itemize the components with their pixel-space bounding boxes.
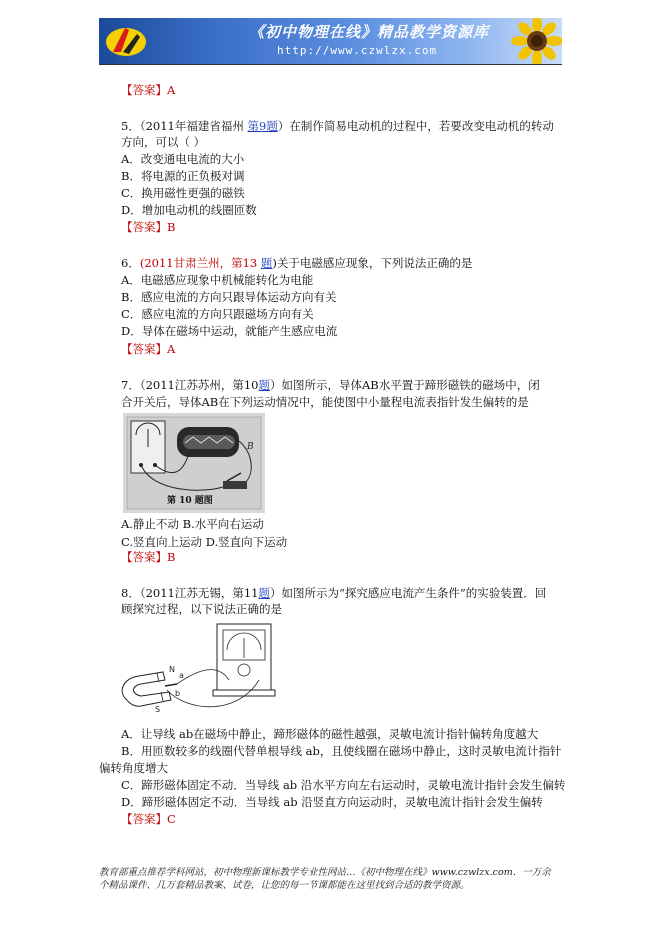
header-banner — [99, 18, 562, 64]
q5-option-b: B．将电源的正负极对调 — [121, 169, 245, 183]
q7-options-row-1: A.静止不动 B.水平向右运动 — [121, 517, 264, 531]
q5-stem-line-2: 方向，可以（ ） — [121, 135, 206, 149]
q5-answer: 【答案】B — [121, 220, 176, 234]
header-url: http://www.czwlzx.com — [277, 44, 438, 57]
q8-option-c: C．蹄形磁体固定不动．当导线 ab 沿水平方向左右运动时，灵敏电流计指针会发生偏转 — [121, 778, 566, 792]
q6-source-link[interactable]: 题 — [260, 256, 273, 270]
galvanometer-icon — [213, 624, 275, 696]
q7-answer: 【答案】B — [121, 550, 176, 564]
switch-icon — [223, 481, 247, 489]
q6-answer: 【答案】A — [121, 342, 176, 356]
q7-number: 7． — [121, 378, 140, 392]
q8-stem-line-2: 顾探究过程，以下说法正确的是 — [121, 602, 282, 616]
q7-source-link[interactable]: 题 — [258, 378, 270, 392]
q7-source: （2011江苏苏州，第10 — [139, 378, 259, 392]
q6-stem-1: )关于电磁感应现象，下列说法正确的是 — [272, 256, 473, 270]
q5-number: 5． — [121, 119, 140, 133]
q5-option-a: A．改变通电电流的大小 — [121, 152, 245, 166]
q8-label-n: N — [169, 665, 175, 674]
q7-stem-line-1 — [121, 378, 540, 393]
header-title: 《初中物理在线》精品教学资源库 — [249, 23, 490, 41]
q5-option-c: C．换用磁性更强的磁铁 — [121, 186, 245, 200]
q4-answer: 【答案】A — [121, 83, 176, 97]
q7-stem-1: ）如图所示，导体AB水平置于蹄形磁铁的磁场中，闭 — [269, 378, 540, 392]
q8-stem-line-1 — [121, 586, 546, 601]
header-rule — [99, 64, 562, 65]
q8-option-d: D．蹄形磁体固定不动．当导线 ab 沿竖直方向运动时，灵敏电流计指针会发生偏转 — [121, 795, 543, 809]
q7-figure-caption: 第 10 题图 — [167, 496, 213, 506]
q8-stem-1: ）如图所示为“探究感应电流产生条件”的实验装置．回 — [269, 586, 547, 600]
q8-label-a: a — [179, 671, 184, 680]
q8-source: （2011江苏无锡，第11 — [139, 586, 259, 600]
q8-label-s: S — [155, 705, 161, 714]
site-logo-icon — [103, 22, 149, 60]
q8-option-b-cont: 偏转角度增大 — [99, 761, 168, 775]
q7-figure — [123, 413, 265, 513]
horseshoe-magnet-icon — [122, 672, 171, 706]
q5-option-d: D．增加电动机的线圈匝数 — [121, 203, 257, 217]
q8-number: 8． — [121, 586, 140, 600]
q5-stem-line-1 — [121, 119, 554, 134]
q8-label-b: b — [175, 689, 181, 698]
q8-figure — [117, 620, 277, 720]
q7-options-row-2: C.竖直向上运动 D.竖直向下运动 — [121, 535, 288, 549]
q5-source-link[interactable]: 第9题 — [247, 119, 278, 133]
q5-source: （2011年福建省福州 — [139, 119, 248, 133]
q6-option-d: D．导体在磁场中运动，就能产生感应电流 — [121, 324, 338, 338]
q7-stem-line-2: 合开关后，导体AB在下列运动情况中，能使图中小量程电流表指针发生偏转的是 — [121, 395, 529, 409]
footer-line-2: 个精品课件、几万套精品教案、试卷，让您的每一节课都能在这里找到合适的教学资源。 — [99, 880, 470, 891]
sunflower-icon — [507, 18, 562, 64]
q6-option-c: C．感应电流的方向只跟磁场方向有关 — [121, 307, 314, 321]
footer-line-1: 教育部重点推荐学科网站，初中物理新课标教学专业性网站…《初中物理在线》www.czwlzx.com．一万余 — [99, 867, 551, 878]
q8-source-link[interactable]: 题 — [258, 586, 270, 600]
q6-stem-line-1 — [121, 256, 472, 271]
q8-option-a: A．让导线 ab在磁场中静止，蹄形磁体的磁性越强，灵敏电流计指针偏转角度越大 — [121, 727, 539, 741]
q8-option-b: B．用匝数较多的线圈代替单根导线 ab，且使线圈在磁场中静止，这时灵敏电流计指针 — [121, 744, 562, 758]
q6-source: (2011甘肃兰州，第13 — [139, 256, 261, 270]
page-footer — [99, 866, 562, 892]
q5-stem-1: ）在制作简易电动机的过程中，若要改变电动机的转动 — [277, 119, 554, 133]
q7-figure-label-b: B — [247, 442, 254, 452]
q6-option-b: B．感应电流的方向只跟导体运动方向有关 — [121, 290, 337, 304]
q6-option-a: A．电磁感应现象中机械能转化为电能 — [121, 273, 314, 287]
q6-number: 6． — [121, 256, 140, 270]
q8-answer: 【答案】C — [121, 812, 176, 826]
